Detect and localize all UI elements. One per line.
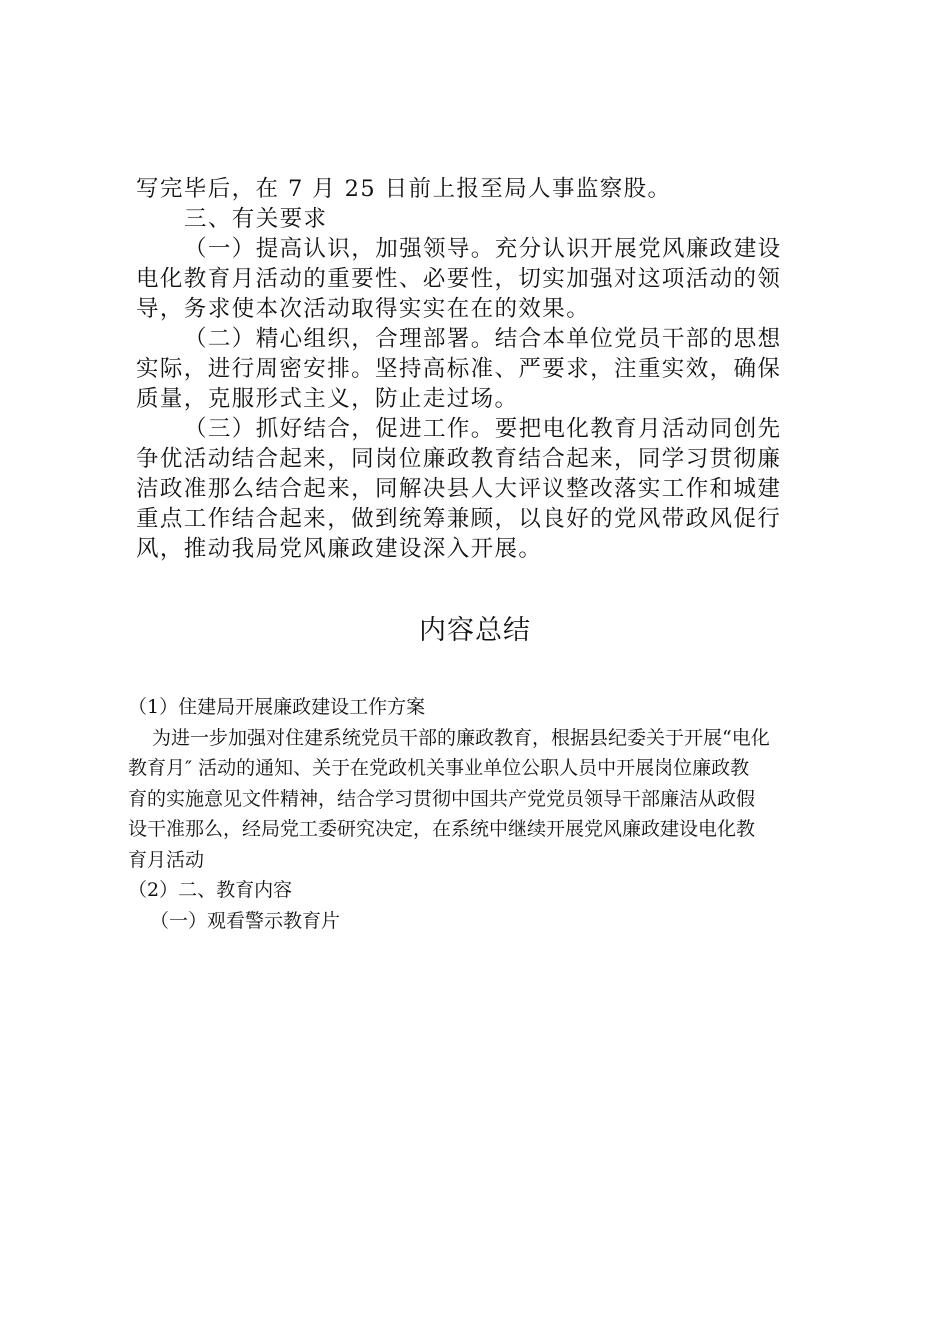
paragraph-line: 导，务求使本次活动取得实实在在的效果。 [136,296,591,322]
paragraph-line: 电化教育月活动的重要性、必要性，切实加强对这项活动的领 [136,266,782,292]
summary-item-1-line: 设干准那么，经局党工委研究决定，在系统中继续开展党风廉政建设电化教 [128,818,756,840]
document-body [136,174,816,564]
summary-item-1-heading: （1）住建局开展廉政建设工作方案 [128,696,426,718]
section-heading: 三、有关要求 [184,206,328,232]
summary-item-1-line: 教育月″ 活动的通知、关于在党政机关事业单位公职人员中开展岗位廉政教 [128,757,750,779]
summary-item-1-line: 育月活动 [128,848,205,871]
requirement-paragraph-2 [136,324,816,414]
summary-title: 内容总结 [419,615,531,646]
paragraph-line: （二）精心组织，合理部署。结合本单位党员干部的思想 [184,326,782,352]
paragraph-line: 争优活动结合起来，同岗位廉政教育结合起来，同学习贯彻廉 [136,446,782,472]
paragraph-line: （一）提高认识，加强领导。充分认识开展党风廉政建设 [184,236,782,262]
summary-item-2-subitem: （一）观看警示教育片 [150,909,341,932]
summary-item-1-line: 为进一步加强对住建系统党员干部的廉政教育，根据县纪委关于开展“电化 [152,726,770,749]
continuation-line: 写完毕后，在 7 月 25 日前上报至局人事监察股。 [136,176,672,202]
paragraph-line: （三）抓好结合，促进工作。要把电化教育月活动同创先 [184,416,782,442]
paragraph-line: 洁政准那么结合起来，同解决县人大评议整改落实工作和城建 [136,476,782,502]
requirement-paragraph-3 [136,414,816,564]
paragraph-line: 实际，进行周密安排。坚持高标准、严要求，注重实效，确保 [136,356,782,382]
summary-section [128,692,828,936]
requirement-paragraph-1 [136,234,816,324]
paragraph-line: 重点工作结合起来，做到统筹兼顾，以良好的党风带政风促行 [136,506,782,532]
paragraph-line: 风，推动我局党风廉政建设深入开展。 [136,536,543,562]
summary-item-1-line: 育的实施意见文件精神，结合学习贯彻中国共产党党员领导干部廉洁从政假 [128,787,756,810]
paragraph-line: 质量，克服形式主义，防止走过场。 [136,386,519,412]
summary-item-2-heading: （2）二、教育内容 [128,879,293,901]
